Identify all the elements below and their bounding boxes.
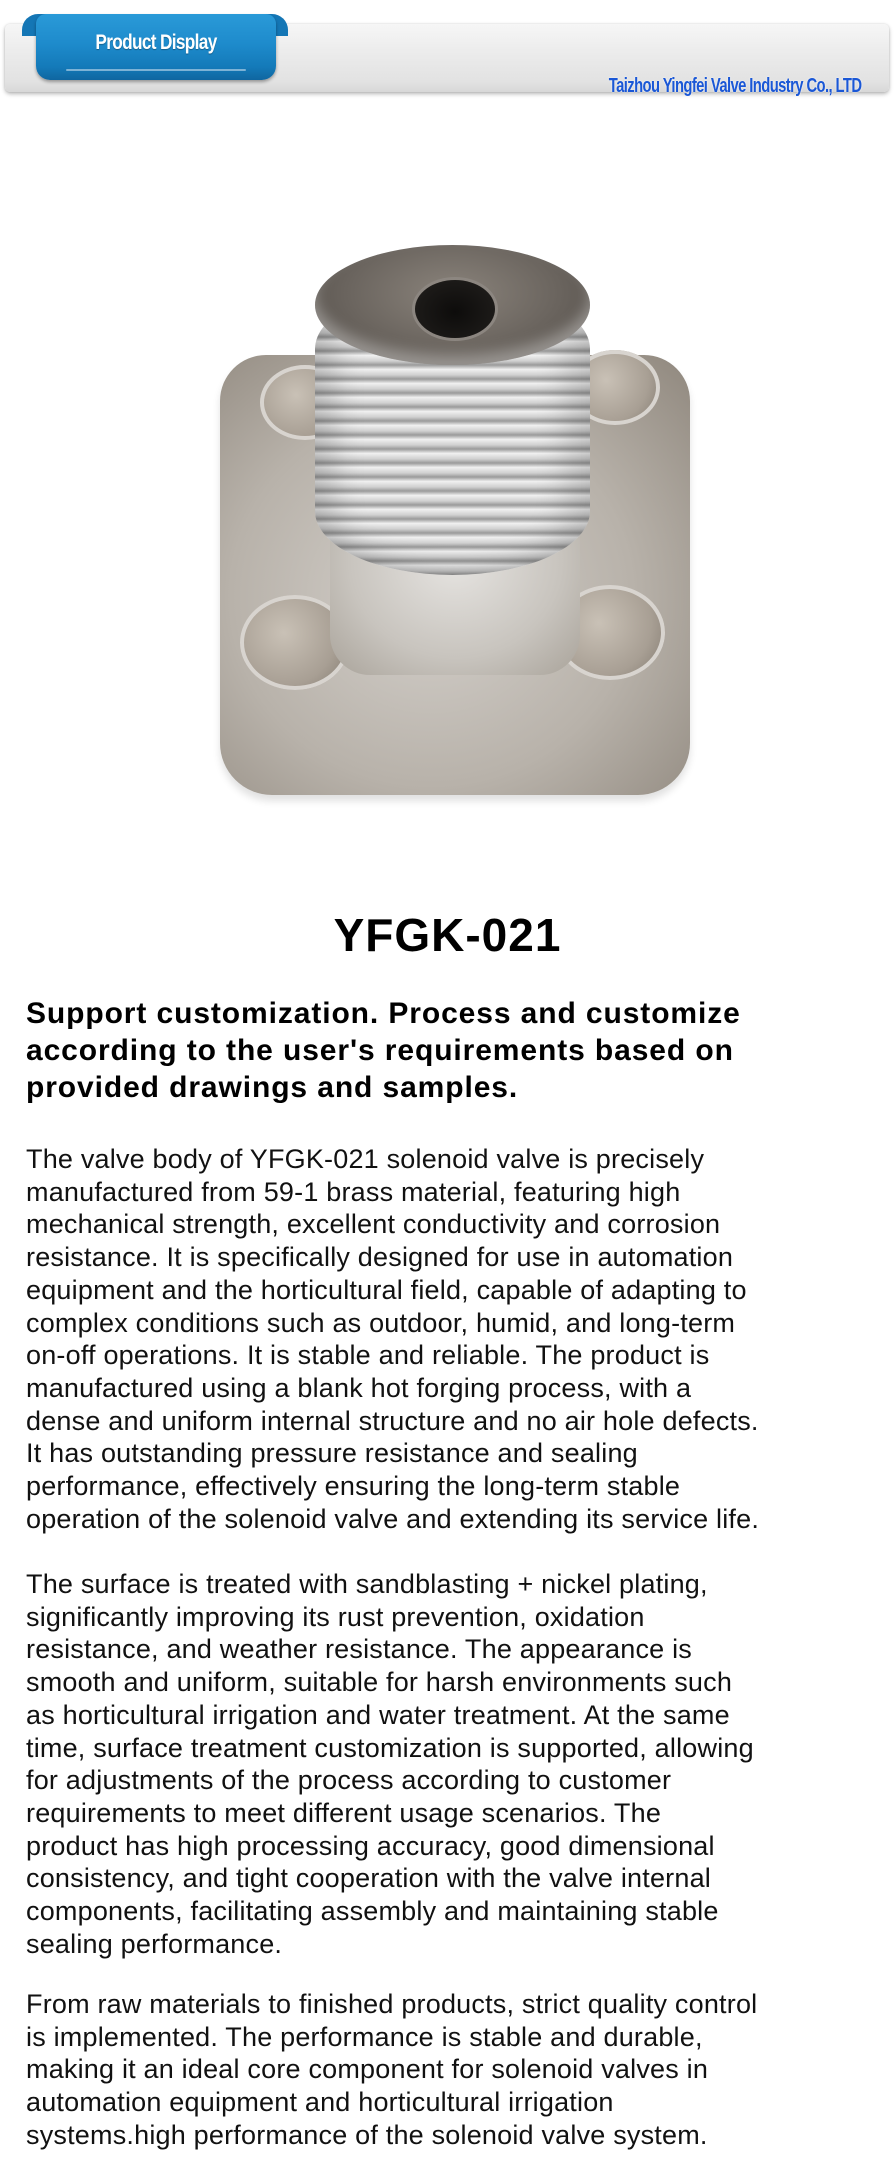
text-line: equipment and the horticultural field, capable of adapting to: [26, 1274, 747, 1305]
product-image: [210, 225, 690, 795]
text-line: dense and uniform internal structure and no air hole defects.: [26, 1405, 759, 1436]
company-name: Taizhou Yingfei Valve Industry Co., LTD: [608, 75, 861, 97]
text-line: manufactured using a blank hot forging process, with a: [26, 1372, 692, 1403]
text-line: sealing performance.: [26, 1928, 283, 1959]
text-line: as horticultural irrigation and water treatment. At the same: [26, 1699, 730, 1730]
description-paragraph-material: [26, 1143, 886, 1535]
text-line: product has high processing accuracy, good dimensional: [26, 1830, 715, 1861]
text-line: significantly improving its rust prevention, oxidation: [26, 1601, 645, 1632]
text-line: automation equipment and horticultural irrigation: [26, 2087, 614, 2118]
text-line: performance, effectively ensuring the long-term stable: [26, 1471, 681, 1502]
text-line: on-off operations. It is stable and reliable. The product is: [26, 1340, 710, 1371]
text-line: resistance, and weather resistance. The appearance is: [26, 1634, 692, 1665]
text-line: consistency, and tight cooperation with the valve internal: [26, 1863, 711, 1894]
text-line: making it an ideal core component for solenoid valves in: [26, 2054, 709, 2085]
text-line: The surface is treated with sandblasting + nickel plating,: [26, 1569, 708, 1599]
text-line: It has outstanding pressure resistance and sealing: [26, 1438, 638, 1469]
description-paragraph-surface: [26, 1568, 886, 1960]
text-line: smooth and uniform, suitable for harsh environments such: [26, 1667, 733, 1698]
port-bore: [415, 280, 495, 338]
text-line: The valve body of YFGK-021 solenoid valve is precisely: [26, 1144, 705, 1174]
text-line: operation of the solenoid valve and extending its service life.: [26, 1503, 760, 1534]
text-line: mechanical strength, excellent conductivity and corrosion: [26, 1209, 721, 1240]
text-line: complex conditions such as outdoor, humid, and long-term: [26, 1307, 736, 1338]
customization-headline: Support customization. Process and customize according to the user's requirements based on provided drawings and samples.: [26, 997, 741, 1104]
text-line: resistance. It is specifically designed for use in automation: [26, 1242, 734, 1273]
text-line: From raw materials to finished products, strict quality control: [26, 1989, 758, 2019]
text-line: requirements to meet different usage scenarios. The: [26, 1797, 662, 1828]
text-line: time, surface treatment customization is supported, allowing: [26, 1732, 754, 1763]
description-paragraph-quality: [26, 1988, 886, 2152]
product-model-title: YFGK-021: [333, 909, 562, 961]
text-line: manufactured from 59-1 brass material, featuring high: [26, 1176, 681, 1207]
text-line: is implemented. The performance is stable and durable,: [26, 2021, 703, 2052]
section-ribbon: [36, 14, 276, 80]
text-line: systems.high performance of the solenoid valve system.: [26, 2119, 708, 2150]
section-title: Product Display: [95, 31, 217, 54]
text-line: for adjustments of the process according to customer: [26, 1765, 672, 1796]
text-line: components, facilitating assembly and maintaining stable: [26, 1896, 719, 1927]
